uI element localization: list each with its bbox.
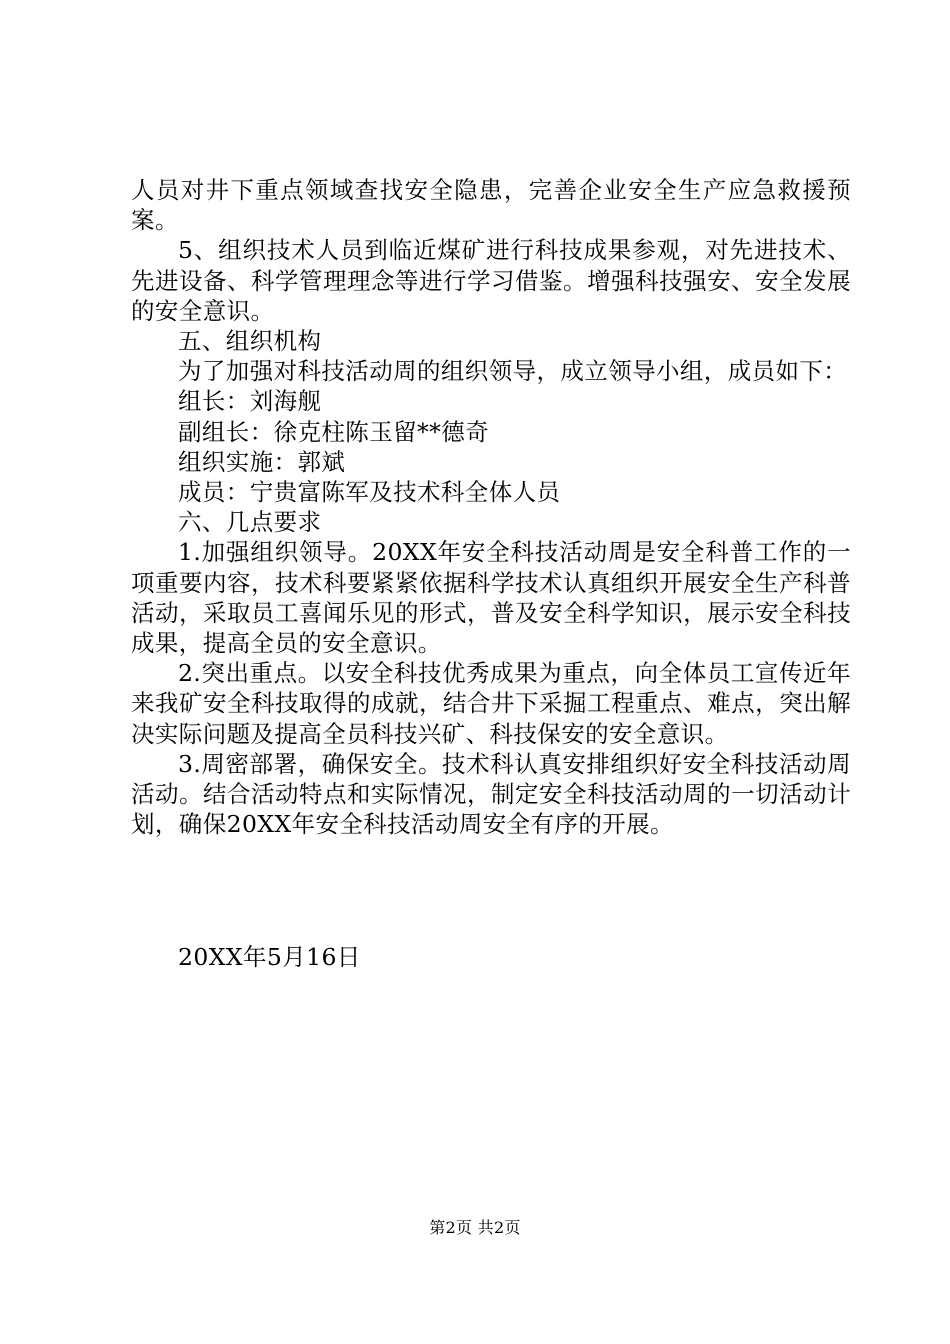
- paragraph-requirement-2: 2.突出重点。以安全科技优秀成果为重点，向全体员工宣传近年来我矿安全科技取得的成就，结合井下采掘工程重点、难点，突出解决实际问题及提高全员科技兴矿、科技保安的安全意识。: [131, 659, 851, 748]
- paragraph-deputy-leader: 副组长：徐克柱陈玉留**德奇: [178, 417, 490, 446]
- paragraph-requirement-1: 1.加强组织领导。20XX年安全科技活动周是安全科普工作的一项重要内容，技术科要紧紧依据科学技术认真组织开展安全生产科普活动，采取员工喜闻乐见的形式，普及安全科学知识，展示安全科技成果，提高全员的安全意识。: [131, 538, 851, 658]
- paragraph-continuation: 人员对井下重点领域查找安全隐患，完善企业安全生产应急救援预案。: [131, 176, 851, 235]
- section-heading-organization: 五、组织机构: [178, 327, 322, 356]
- paragraph-item-5: 5、组织技术人员到临近煤矿进行科技成果参观，对先进技术、先进设备、科学管理理念等进行学习借鉴。增强科技强安、安全发展的安全意识。: [131, 236, 851, 325]
- paragraph-implementer: 组织实施：郭斌: [178, 447, 346, 476]
- paragraph-members: 成员：宁贵富陈军及技术科全体人员: [178, 478, 561, 507]
- page-footer: 第2页 共2页: [429, 1218, 521, 1237]
- section-heading-requirements: 六、几点要求: [178, 508, 322, 537]
- paragraph-requirement-3: 3.周密部署，确保安全。技术科认真安排组织好安全科技活动周活动。结合活动特点和实际情况，制定安全科技活动周的一切活动计划，确保20XX年安全科技活动周安全有序的开展。: [131, 749, 851, 839]
- paragraph-leader: 组长：刘海舰: [178, 387, 322, 416]
- paragraph-organization-intro: 为了加强对科技活动周的组织领导，成立领导小组，成员如下：: [178, 357, 848, 386]
- document-date: 20XX年5月16日: [178, 943, 361, 971]
- document-body: [131, 175, 851, 839]
